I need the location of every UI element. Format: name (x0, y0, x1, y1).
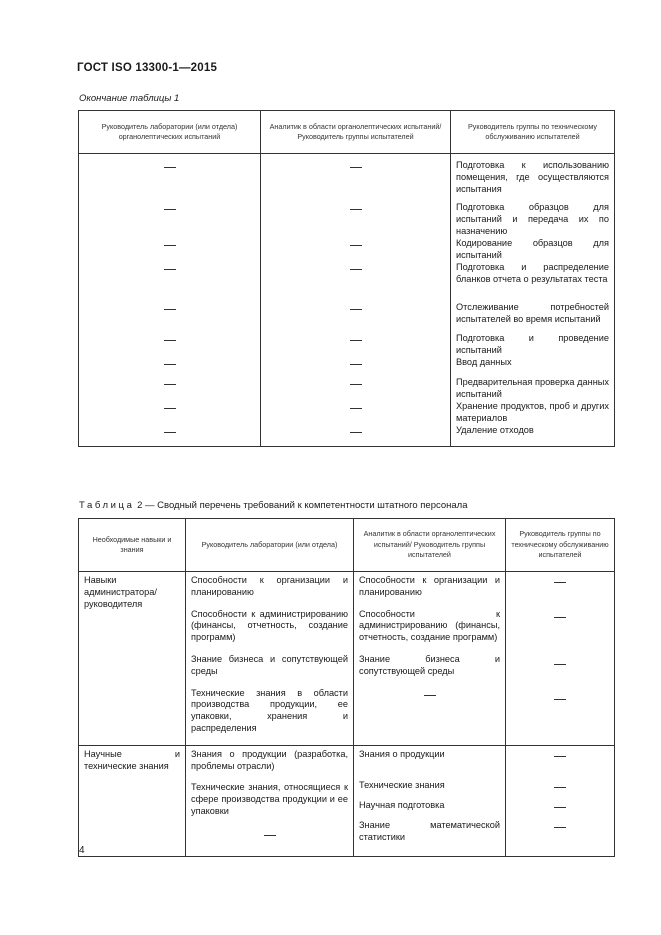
table-row (79, 154, 615, 202)
table-cell: Подготовка образцов для испытаний и передача их по назначению (451, 201, 615, 237)
table-cell-dash (79, 201, 261, 237)
table-cell-dash (511, 820, 609, 850)
table-cell-dash (261, 301, 451, 332)
list-item: Способности к организации и планированию (191, 575, 348, 597)
table-cell-dash (511, 749, 609, 780)
table-cell-dash (79, 154, 261, 202)
page-number: 4 (79, 845, 85, 856)
table-cell (354, 745, 506, 856)
table-row (79, 745, 615, 856)
list-item: Знание математической статистики (359, 819, 500, 842)
table-row (79, 332, 615, 356)
table-row (79, 424, 615, 447)
table2-header-skills: Необходимые навыки и знания (79, 519, 186, 572)
table-cell-dash (261, 376, 451, 400)
table1-header-analyst: Аналитик в области органолептических испытаний/Руководитель группы испытателей (261, 111, 451, 154)
document-code: ГОСТ ISO 13300-1—2015 (77, 62, 218, 74)
list-item: Технические знания в области производства продукции, ее упаковки, хранения и распределения (191, 687, 348, 733)
table-cell-dash (79, 400, 261, 424)
table-cell-dash (359, 688, 500, 700)
list-item: Способности к администрированию (финансы, отчетность, создание программ) (359, 608, 500, 643)
table-cell-dash (79, 376, 261, 400)
list-item: Технические знания (359, 779, 445, 790)
table-cell-dash (261, 154, 451, 202)
table-cell-dash (511, 800, 609, 820)
table-cell-dash (261, 261, 451, 301)
list-item: Знания о продукции (359, 748, 445, 759)
table-row (79, 201, 615, 237)
table-row (79, 400, 615, 424)
table-row (79, 572, 615, 746)
skill-category: Навыки администратора/руководителя (79, 572, 186, 746)
table-row (79, 376, 615, 400)
table-cell: Хранение продуктов, проб и других материалов (451, 400, 615, 424)
table-cell: Подготовка и распределение бланков отчета о результатах теста (451, 261, 615, 301)
table-cell-dash (511, 575, 609, 610)
table-cell-dash (511, 657, 609, 692)
table-cell (186, 745, 354, 856)
table-cell: Ввод данных (451, 356, 615, 376)
table1-header-panel-service: Руководитель группы по техническому обслуживанию испытателей (451, 111, 615, 154)
table-cell: Подготовка к использованию помещения, где осуществляются испытания (451, 154, 615, 202)
table-cell: Отслеживание потребностей испытателей во время испытаний (451, 301, 615, 332)
table-2 (78, 518, 615, 857)
table-row (79, 261, 615, 301)
table-cell-dash (261, 424, 451, 447)
list-item: Научная подготовка (359, 799, 445, 810)
table-row (79, 237, 615, 261)
table-cell-dash (261, 356, 451, 376)
table-cell: Удаление отходов (451, 424, 615, 447)
table-cell-dash (261, 332, 451, 356)
table-cell-dash (261, 237, 451, 261)
table-cell: Предварительная проверка данных испытаний (451, 376, 615, 400)
table-cell-dash (511, 610, 609, 657)
table-cell-dash (191, 828, 348, 856)
table-cell-dash (79, 301, 261, 332)
list-item: Знание бизнеса и сопутствующей среды (359, 653, 500, 676)
table2-caption-prefix: Таблица (79, 500, 135, 511)
list-item: Знание бизнеса и сопутствующей среды (191, 653, 348, 676)
table-cell-dash (261, 201, 451, 237)
table1-header-lab-head: Руководитель лаборатории (или отдела) органолептических испытаний (79, 111, 261, 154)
table1-caption: Окончание таблицы 1 (79, 93, 180, 104)
table2-header-panel-service: Руководитель группы по техническому обслуживанию испытателей (506, 519, 615, 572)
table-cell-dash (79, 237, 261, 261)
table-cell-dash (511, 780, 609, 800)
table-cell-dash (79, 332, 261, 356)
table-row (79, 301, 615, 332)
table2-header-lab-head: Руководитель лаборатории (или отдела) (186, 519, 354, 572)
table-cell-dash (79, 356, 261, 376)
list-item: Способности к администрированию (финансы, отчетность, создание программ) (191, 608, 348, 643)
list-item: Технические знания, относящиеся к сфере производства продукции и ее упаковки (191, 782, 348, 816)
table2-caption-text: 2 — Сводный перечень требований к компетентности штатного персонала (137, 500, 468, 511)
table-cell (186, 572, 354, 746)
skill-category: Научные и технические знания (79, 745, 186, 856)
table2-caption (79, 500, 468, 511)
table2-header-analyst: Аналитик в области органолептических испытаний/ Руководитель группы испытателей (354, 519, 506, 572)
list-item: Знания о продукции (разработка, проблемы отрасли) (191, 748, 348, 771)
table-cell-dash (511, 692, 609, 740)
table-cell (506, 572, 615, 746)
list-item: Способности к организации и планированию (359, 575, 500, 597)
table-cell-dash (261, 400, 451, 424)
table-row (79, 356, 615, 376)
table-cell: Подготовка и проведение испытаний (451, 332, 615, 356)
table-cell (354, 572, 506, 746)
table-1 (78, 110, 615, 447)
table-cell: Кодирование образцов для испытаний (451, 237, 615, 261)
table-cell-dash (79, 261, 261, 301)
table-cell (506, 745, 615, 856)
table-cell-dash (79, 424, 261, 447)
